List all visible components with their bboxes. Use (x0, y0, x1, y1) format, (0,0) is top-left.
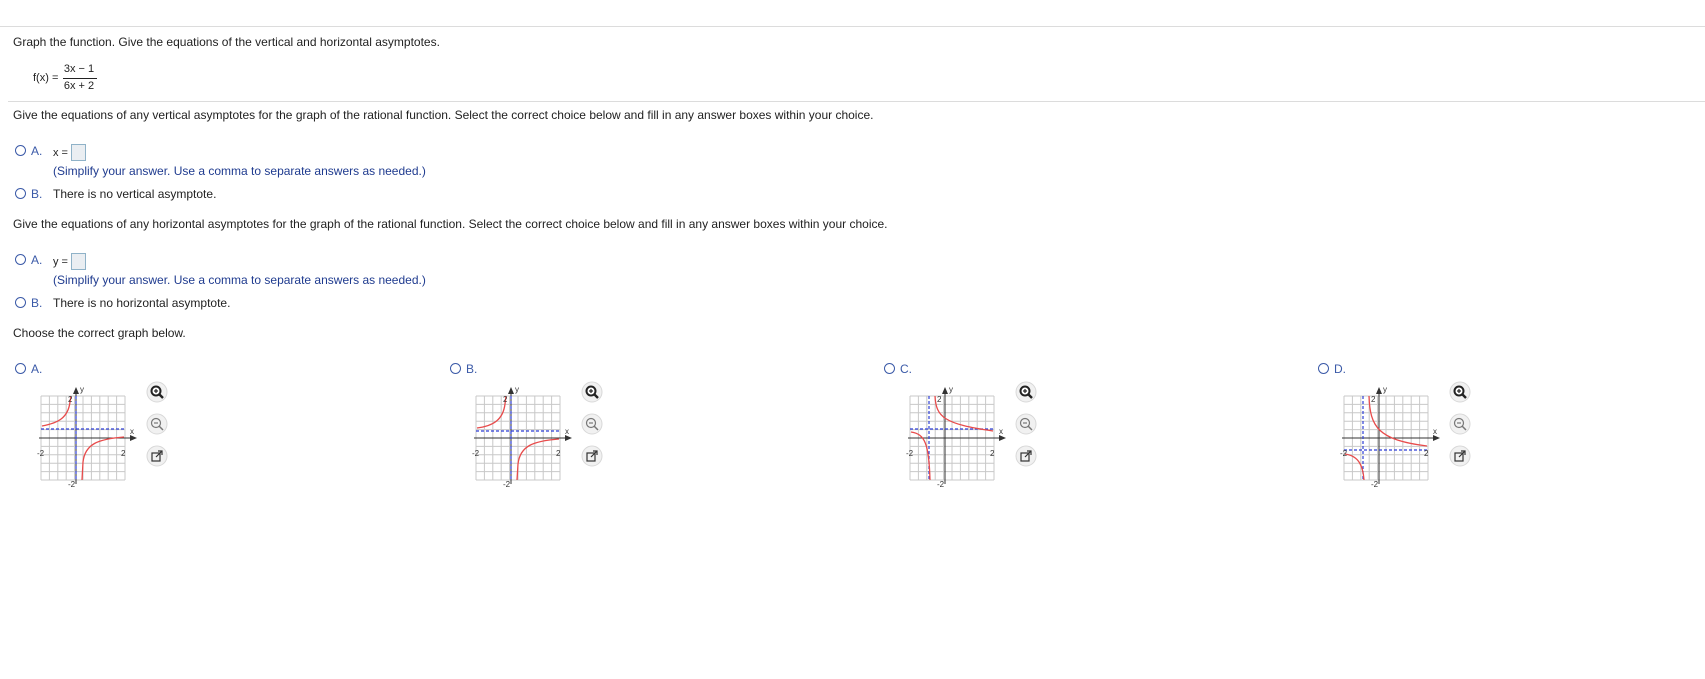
graph-option-plot[interactable] (882, 382, 1012, 502)
zoom-out-icon[interactable] (1015, 413, 1037, 435)
x-axis-label: x (1433, 427, 1437, 436)
graph-option-d-radio[interactable] (1318, 363, 1329, 374)
tick-label: -2 (937, 480, 945, 489)
problem-instruction: Graph the function. Give the equations of the vertical and horizontal asymptotes. (13, 35, 440, 49)
zoom-out-icon[interactable] (1449, 413, 1471, 435)
button-bg (582, 414, 602, 434)
horizontal-option-b-radio[interactable] (15, 297, 26, 308)
graph-option-letter: B. (466, 362, 478, 376)
graph-option-letter: A. (31, 362, 43, 376)
vertical-option-a-prefix: x = (53, 147, 68, 159)
y-axis-label: y (80, 385, 84, 394)
top-divider (0, 26, 1705, 27)
horizontal-option-b-text: There is no horizontal asymptote. (53, 296, 231, 310)
curve-branch (517, 439, 559, 480)
horizontal-answer-box[interactable] (71, 253, 86, 270)
open-new-window-icon[interactable] (581, 445, 603, 467)
tick-label: -2 (68, 480, 76, 489)
graph-option-letter: D. (1334, 362, 1346, 376)
zoom-out-icon[interactable] (146, 413, 168, 435)
y-axis-arrow (1376, 387, 1382, 394)
button-bg (147, 414, 167, 434)
tick-label: 2 (1371, 395, 1376, 404)
tick-label: -2 (37, 449, 45, 458)
tick-label: 2 (68, 395, 73, 404)
y-axis-label: y (949, 385, 953, 394)
vertical-asymptote-prompt: Give the equations of any vertical asymptotes for the graph of the rational function. Select the correct choice below and fill in any answer boxes within your choice. (13, 108, 874, 122)
graph-option-plot[interactable] (448, 382, 578, 502)
tick-label: -2 (503, 480, 511, 489)
x-axis-label: x (130, 427, 134, 436)
graph-option-b-radio[interactable] (450, 363, 461, 374)
tick-label: 2 (937, 395, 942, 404)
y-axis-arrow (508, 387, 514, 394)
graph-prompt: Choose the correct graph below. (13, 326, 186, 340)
x-axis-label: x (565, 427, 569, 436)
y-axis-arrow (73, 387, 79, 394)
tick-label: -2 (906, 449, 914, 458)
open-new-window-icon[interactable] (1015, 445, 1037, 467)
vertical-option-b-letter: B. (31, 187, 43, 201)
function-denominator: 6x + 2 (63, 80, 95, 92)
tick-label: -2 (1340, 449, 1348, 458)
tick-label: 2 (503, 395, 508, 404)
tick-label: -2 (472, 449, 480, 458)
vertical-answer-box[interactable] (71, 144, 86, 161)
graph-option-a-radio[interactable] (15, 363, 26, 374)
tick-label: 2 (990, 449, 995, 458)
horizontal-option-a-prefix: y = (53, 256, 68, 268)
tick-label: 2 (556, 449, 561, 458)
y-axis-arrow (942, 387, 948, 394)
fraction-bar (63, 78, 97, 79)
tick-label: 2 (1424, 449, 1429, 458)
y-axis-label: y (515, 385, 519, 394)
horizontal-hint: (Simplify your answer. Use a comma to separate answers as needed.) (53, 273, 426, 287)
horizontal-asymptote-prompt: Give the equations of any horizontal asymptotes for the graph of the rational function. Select the correct choice below and fill in any answer boxes within your choice. (13, 217, 888, 231)
zoom-in-icon[interactable] (1015, 381, 1037, 403)
curve-branch (82, 437, 124, 480)
horizontal-option-a-letter: A. (31, 253, 43, 267)
section-divider (8, 101, 1705, 102)
vertical-hint: (Simplify your answer. Use a comma to separate answers as needed.) (53, 164, 426, 178)
graph-option-letter: C. (900, 362, 912, 376)
function-lhs: f(x) = (33, 72, 59, 84)
horizontal-option-a-radio[interactable] (15, 254, 26, 265)
tick-label: -2 (1371, 480, 1379, 489)
open-new-window-icon[interactable] (1449, 445, 1471, 467)
horizontal-option-b-letter: B. (31, 296, 43, 310)
vertical-option-b-radio[interactable] (15, 188, 26, 199)
y-axis-label: y (1383, 385, 1387, 394)
graph-option-plot[interactable] (13, 382, 143, 502)
function-numerator: 3x − 1 (63, 63, 95, 75)
button-bg (1450, 414, 1470, 434)
zoom-out-icon[interactable] (581, 413, 603, 435)
zoom-in-icon[interactable] (1449, 381, 1471, 403)
x-axis-label: x (999, 427, 1003, 436)
graph-option-plot[interactable] (1316, 382, 1446, 502)
vertical-option-b-text: There is no vertical asymptote. (53, 187, 217, 201)
tick-label: 2 (121, 449, 126, 458)
zoom-in-icon[interactable] (146, 381, 168, 403)
vertical-option-a-letter: A. (31, 144, 43, 158)
button-bg (1016, 414, 1036, 434)
graph-option-c-radio[interactable] (884, 363, 895, 374)
vertical-option-a-radio[interactable] (15, 145, 26, 156)
zoom-in-icon[interactable] (581, 381, 603, 403)
open-new-window-icon[interactable] (146, 445, 168, 467)
